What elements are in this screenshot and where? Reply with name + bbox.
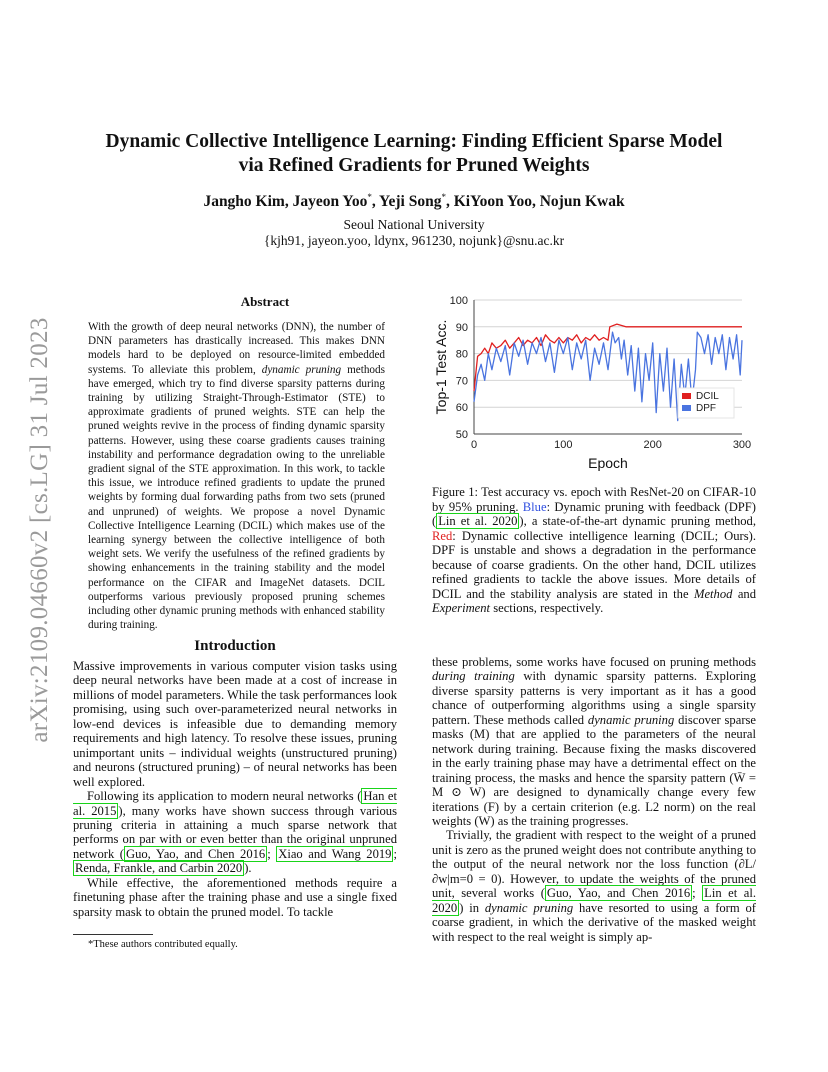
right-paragraph-2 [432,828,756,944]
intro-paragraph-1: Massive improvements in various computer vision tasks using deep neural networks have been made at a cost of increase in millions of model parameters. While the task performances look promising, using such over-parameterized neural networks in low-end devices is infeasible due to demanding memory requirements and high latency. To resolve these issues, pruning unimportant units – individual weights (unstructured pruning) and neurons (structured pruning) – of neural networks has been well explored. [73,659,397,789]
footnote: *These authors contributed equally. [88,939,238,950]
body-text: ), many works have shown success through various pruning criteria in attaining a much sparse network that performs on par with or even better than the original unpruned network ( [73,803,397,861]
citation-link-han-2015[interactable]: Han et al. 2015 [73,789,397,818]
affiliation: Seoul National University [343,217,485,232]
body-text: ; [267,846,277,861]
caption-emphasis: Experiment [432,601,491,615]
y-tick-label: 100 [449,295,468,307]
body-emphasis: during training [432,669,515,684]
body-text: Trivially, the gradient with respect to the weight of a pruned unit is zero as the pruned weight does not contribute anything to the output of the neural network nor the loss function (∂L/∂w|m=0 = 0). However, to update the weights of the pruned unit, several works ( [432,828,756,901]
intro-paragraph-2 [73,789,397,876]
paper-title [60,130,768,178]
series-line-dcil [474,324,742,391]
caption-text: Figure 1: Test accuracy vs. epoch with ResNet-20 on CIFAR-10 by 95% pruning. [432,485,756,514]
right-column-body [432,655,756,944]
caption-text: : Dynamic pruning with feedback (DPF) ( [432,499,756,528]
citation-link-guo-2016[interactable]: Guo, Yao, and Chen 2016 [125,846,266,861]
body-text: with dynamic sparsity patterns. Exploring diverse sparsity patterns is very important as it has a good chance of outperforming algorithms using a single sparsity pattern. These methods called [432,669,756,727]
author-emails: {kjh91, jayeon.yoo, ldynx, 961230, nojunk}@snu.ac.kr [263,233,565,248]
title-line-2: via Refined Gradients for Pruned Weights [238,155,590,176]
x-tick-label: 200 [643,439,662,451]
introduction-heading: Introduction [194,638,276,654]
body-text: discover sparse masks (M) that are applied to the parameters of the neural network during training. Because fixing the masks discovered in the early training phase may have a detrimental effect on the training process, the masks and hence the sparsity pattern (W̄ = M ⊙ W) are designed to dynamically change every few iterations (F) by a certain criterion (e.g. L2 norm) on the real weights (W) as the training progresses. [432,712,757,828]
figure-1-caption [432,485,756,616]
equal-contrib-mark: * [367,192,372,202]
authors-part-2: , Yeji Song [371,193,442,211]
abstract-emphasis: dynamic pruning [261,363,342,376]
body-text: have resorted to using a form of coarse gradient, in which the derivative of the masked weight with respect to the real weight is simply ap- [432,900,756,944]
body-emphasis: dynamic pruning [587,712,675,727]
intro-paragraph-3: While effective, the aforementioned methods require a finetuning phase after the training phase and use a single fixed sparsity mask to obtain the pruned model. To tackle [73,875,397,919]
caption-red-keyword: Red [432,528,453,543]
body-text: ; [692,886,703,901]
legend-label-dcil: DCIL [696,391,719,402]
caption-text: and [732,586,756,601]
arxiv-identifier-stamp [22,295,58,765]
caption-blue-keyword: Blue [522,499,547,514]
abstract-text: methods have emerged, which try to find diverse sparsity patterns during training by utilizing Straight-Through-Estimator (STE) to approximate gradients of pruned weights. STE can help the pruned weights revive in the process of finding dynamic sparsity patterns. However, using these coarse gradients causes training instability and performance degradation owing to the unreliable gradient signal of the STE approximation. In this work, to tackle this issue, we introduce refined gradients to update the pruned weights by forming dual forwarding paths from two sets (pruned and unpruned) of weights. We propose a novel Dynamic Collective Intelligence Learning (DCIL) which makes use of the learning synergy between the collective intelligence of both weight sets. We verify the usefulness of the refined gradients by showing enhancements in the training stability and the model performance on the CIFAR and ImageNet datasets. DCIL outperforms various previously proposed pruning schemes including other dynamic pruning methods with enhanced stability during training. [88,363,385,632]
legend-swatch-dcil [682,393,691,399]
x-tick-label: 300 [732,439,752,451]
y-tick-label: 50 [455,429,468,441]
authors-part-1: Jangho Kim, Jayeon Yoo [203,193,368,211]
caption-text: ), a state-of-the-art dynamic pruning method, [519,514,756,528]
y-tick-label: 70 [455,375,468,388]
figure-1-chart [428,292,768,474]
body-text: ; [393,846,397,861]
x-axis-label: Epoch [588,455,628,471]
body-text: Following its application to modern neural networks ( [87,789,362,804]
legend-swatch-dpf [682,405,691,411]
citation-link-renda-2020[interactable]: Renda, Frankle, and Carbin 2020 [75,861,243,876]
footnote-divider [73,934,153,935]
x-tick-label: 100 [554,439,573,451]
author-list [60,192,768,211]
affiliation-block [60,217,768,249]
abstract-text: With the growth of deep neural networks (DNN), the number of DNN parameters has drastically increased. This makes DNN models hard to be deployed on resource-limited embedded systems. To alleviate this problem, [88,321,385,376]
body-text: ). [244,861,252,876]
body-emphasis: dynamic pruning [484,900,574,915]
authors-part-3: , KiYoon Yoo, Nojun Kwak [445,193,625,211]
abstract-body [88,320,385,632]
citation-link-lin-2020[interactable]: Lin et al. 2020 [438,514,518,528]
citation-link-xiao-2019[interactable]: Xiao and Wang 2019 [278,846,392,861]
y-axis-label: Top-1 Test Acc. [433,319,449,415]
title-line-1: Dynamic Collective Intelligence Learning: Finding Efficient Sparse Model [105,131,723,152]
y-tick-label: 90 [455,321,468,334]
equal-contrib-mark: * [441,192,446,202]
body-text: these problems, some works have focused on pruning methods [432,655,756,669]
abstract-heading: Abstract [240,294,290,309]
left-column-body [73,659,397,919]
y-tick-label: 80 [455,348,468,361]
x-tick-label: 0 [470,439,478,451]
citation-link-lin-2020[interactable]: Lin et al. 2020 [432,886,756,915]
chart-plot-area [433,295,751,471]
citation-link-guo-2016[interactable]: Guo, Yao, and Chen 2016 [546,886,691,901]
caption-emphasis: Method [693,586,733,601]
body-text: ) in [459,900,485,915]
y-tick-label: 60 [455,402,468,415]
caption-text: : Dynamic collective intelligence learning (DCIL; Ours). DPF is unstable and shows a degradation in the performance because of coarse gradients. On the other hand, DCIL utilizes refined gradients to tackle the above issues. More details of DCIL and the stability analysis are stated in the [432,528,756,601]
legend-label-dpf: DPF [696,403,716,414]
right-paragraph-1 [432,655,756,828]
abstract-paragraph [88,320,385,632]
caption-text: sections, respectively. [490,601,604,615]
arxiv-stamp-text: arXiv:2109.04660v2 [cs.LG] 31 Jul 2023 [26,317,53,743]
